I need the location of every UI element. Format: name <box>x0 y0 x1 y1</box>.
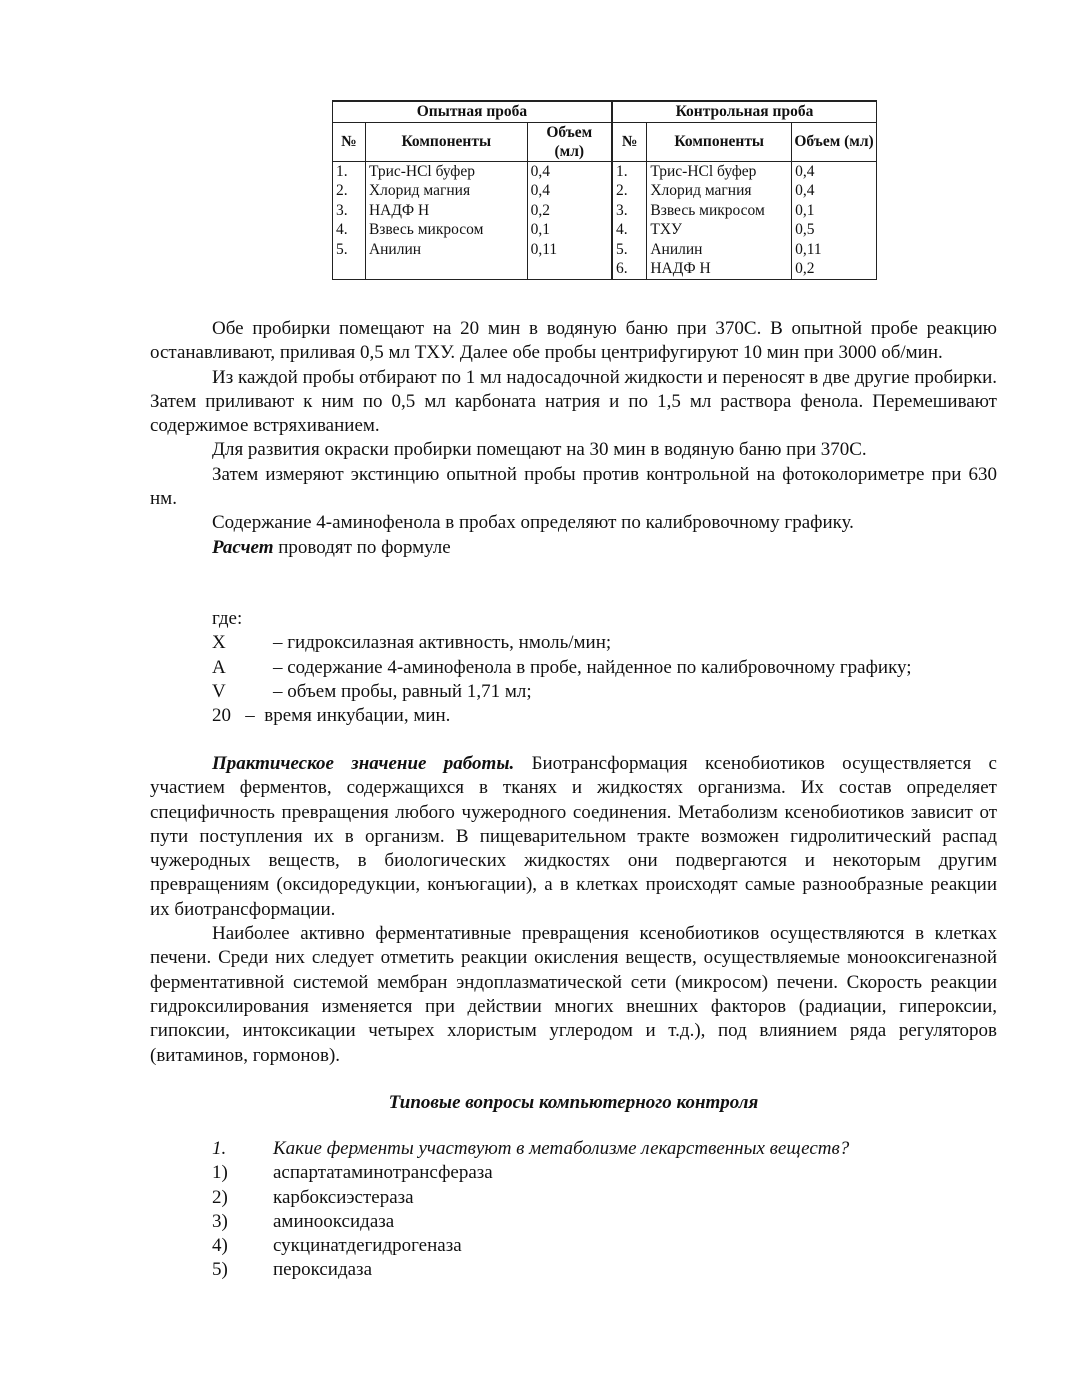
answer-option <box>150 1258 997 1282</box>
def-text: – гидроксилазная активность, нмоль/мин; <box>273 632 612 654</box>
question-number: 1. <box>212 1138 227 1159</box>
practical-text: Биотрансформация ксенобиотиков осуществляется с участием ферментов, содержащихся в тканях и жидкостях организма. Их состав определяет специфичность превращения любого чужеродного соединения. Метаболизм ксенобиотиков зависит от пути поступления их в организм. В пищеварительном тракте возможен гидролитический распад чужеродных веществ, в биологических жидкостях они подвергаются и некоторым другим превращениям (оксидоредукции, конъюгации), а в клетках происходят самые разнообразные реакции их биотрансформации. <box>150 753 997 920</box>
cell: 2. <box>612 181 647 201</box>
answer-number: 1) <box>212 1162 228 1184</box>
calculation-line <box>150 536 997 560</box>
answer-text: аминооксидаза <box>273 1210 395 1232</box>
cell <box>333 259 366 279</box>
paragraph: Содержание 4-аминофенола в пробах определяют по калибровочному графику. <box>212 512 854 534</box>
cell: 0,1 <box>527 220 612 240</box>
answer-text: аспартатаминотрансфераза <box>273 1162 493 1184</box>
definition-row <box>150 656 997 680</box>
cell: 0,5 <box>792 220 877 240</box>
table-row <box>333 161 877 181</box>
def-symbol: X <box>212 632 226 654</box>
answer-text: карбоксиэстераза <box>273 1186 414 1208</box>
def-symbol: A <box>212 656 226 678</box>
col-volume-header: Объем (мл) <box>792 122 877 161</box>
cell: Анилин <box>365 240 527 260</box>
cell: 0,4 <box>527 181 612 201</box>
cell: 1. <box>612 161 647 181</box>
answer-text: сукцинатдегидрогеназа <box>273 1235 462 1257</box>
answer-number: 4) <box>212 1235 228 1257</box>
cell: Трис-HCl буфер <box>365 161 527 181</box>
cell: 0,1 <box>792 201 877 221</box>
def-symbol: V <box>212 680 226 702</box>
cell: 3. <box>612 201 647 221</box>
cell: 0,4 <box>792 181 877 201</box>
cell: 3. <box>333 201 366 221</box>
cell <box>365 259 527 279</box>
experimental-sample-header: Опытная проба <box>333 101 612 122</box>
cell: 0,11 <box>527 240 612 260</box>
answer-option <box>150 1210 997 1234</box>
table-row <box>333 201 877 221</box>
def-text: – содержание 4-аминофенола в пробе, найденное по калибровочному графику; <box>273 656 912 678</box>
reagent-table <box>332 100 877 280</box>
cell: 6. <box>612 259 647 279</box>
answer-number: 5) <box>212 1259 228 1281</box>
cell: 4. <box>333 220 366 240</box>
def-text: 20 – время инкубации, мин. <box>212 705 451 727</box>
paragraph: Для развития окраски пробирки помещают на 30 мин в водяную баню при 370С. <box>212 439 867 461</box>
cell: Хлорид магния <box>647 181 792 201</box>
cell <box>527 259 612 279</box>
answer-option <box>150 1161 997 1185</box>
cell: 1. <box>333 161 366 181</box>
paragraph: Затем измеряют экстинцию опытной пробы против контрольной на фотоколориметре при 630 нм. <box>150 463 997 510</box>
definition-row <box>150 704 997 728</box>
paragraph: Из каждой пробы отбирают по 1 мл надосадочной жидкости и переносят в две другие пробирки. Затем приливают к ним по 0,5 мл карбоната натрия и по 1,5 мл раствора фенола. Перемешивают содержимое встряхиванием. <box>150 366 997 437</box>
where-label: где: <box>212 608 243 629</box>
cell: Взвесь микросом <box>647 201 792 221</box>
paragraph: Наиболее активно ферментативные превращения ксенобиотиков осуществляются в клетках печени. Среди них следует отметить реакции окисления веществ, осуществляемые монооксигеназной ферментативной системой мембран эндоплазматической сети (микросом) печени. Скорость реакции гидроксилирования изменяется при действии многих внешних факторов (радиации, гипероксии, гипоксии, интоксикации четырех хлористым углеродом и т.д.), под влиянием ряда регуляторов (витаминов, гормонов). <box>150 923 997 1066</box>
practical-section <box>150 752 997 1068</box>
definition-row <box>150 631 997 655</box>
cell: 0,2 <box>527 201 612 221</box>
table-row <box>333 259 877 279</box>
cell: НАДФ Н <box>647 259 792 279</box>
col-components-header: Компоненты <box>365 122 527 161</box>
col-volume-header: Объем (мл) <box>527 122 612 161</box>
answer-number: 2) <box>212 1186 228 1208</box>
col-components-header: Компоненты <box>647 122 792 161</box>
cell: НАДФ Н <box>365 201 527 221</box>
col-no-header: № <box>333 122 366 161</box>
table-row <box>333 181 877 201</box>
questions-title: Типовые вопросы компьютерного контроля <box>388 1092 759 1113</box>
cell: 5. <box>612 240 647 260</box>
calculation-text: проводят по формуле <box>273 536 451 558</box>
paragraph <box>150 752 997 922</box>
method-text <box>150 317 997 560</box>
definition-row <box>150 680 997 704</box>
cell: Анилин <box>647 240 792 260</box>
cell: Трис-HCl буфер <box>647 161 792 181</box>
answer-text: пероксидаза <box>273 1259 372 1281</box>
cell: ТХУ <box>647 220 792 240</box>
cell: 5. <box>333 240 366 260</box>
table-row <box>333 240 877 260</box>
cell: Хлорид магния <box>365 181 527 201</box>
practical-label: Практическое значение работы. <box>212 753 515 774</box>
cell: 0,4 <box>792 161 877 181</box>
calculation-label: Расчет <box>212 536 274 558</box>
table-row <box>333 220 877 240</box>
paragraph: Обе пробирки помещают на 20 мин в водяную баню при 370С. В опытной пробе реакцию останавливают, приливая 0,5 мл ТХУ. Далее обе пробы центрифугируют 10 мин при 3000 об/мин. <box>150 318 997 364</box>
legend-block <box>150 607 997 728</box>
col-no-header: № <box>612 122 647 161</box>
question-block <box>150 1137 997 1283</box>
answer-option <box>150 1186 997 1210</box>
cell: Взвесь микросом <box>365 220 527 240</box>
cell: 0,4 <box>527 161 612 181</box>
def-text: – объем пробы, равный 1,71 мл; <box>273 680 532 702</box>
answer-option <box>150 1234 997 1258</box>
question <box>150 1137 997 1161</box>
question-text: Какие ферменты участвуют в метаболизме лекарственных веществ? <box>273 1138 850 1159</box>
answer-number: 3) <box>212 1210 228 1232</box>
cell: 0,2 <box>792 259 877 279</box>
cell: 2. <box>333 181 366 201</box>
cell: 0,11 <box>792 240 877 260</box>
cell: 4. <box>612 220 647 240</box>
control-sample-header: Контрольная проба <box>612 101 877 122</box>
